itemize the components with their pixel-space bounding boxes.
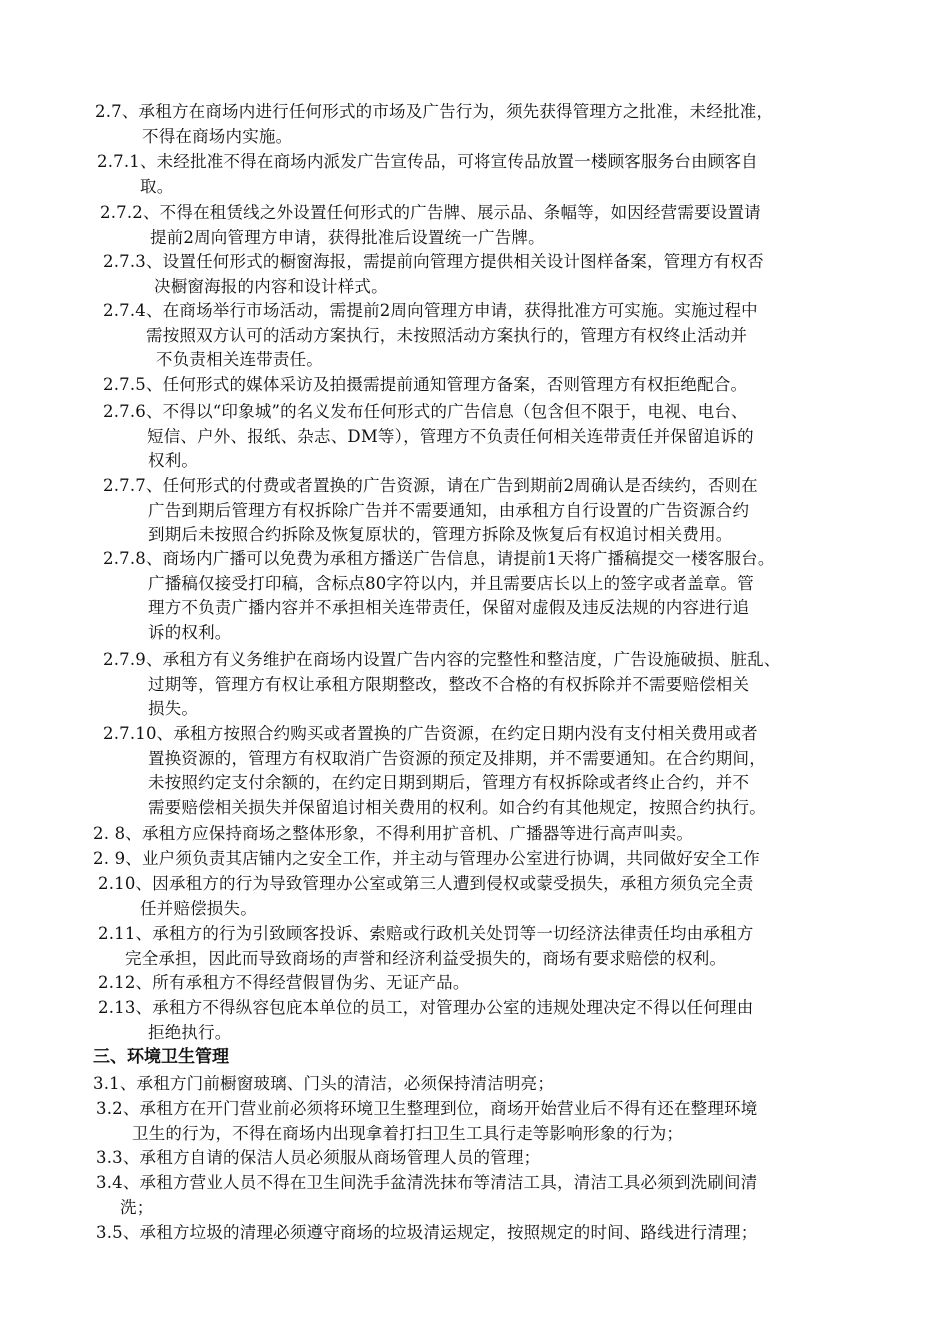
clause-line: 权利。 — [148, 451, 199, 470]
clause-line: 广播稿仅接受打印稿，含标点80字符以内，并且需要店长以上的签字或者盖章。管 — [148, 573, 754, 593]
clause-line: 2.13、承租方不得纵容包庇本单位的员工，对管理办公室的违规处理决定不得以任何理由 — [98, 998, 754, 1017]
clause-2-9 — [93, 847, 760, 872]
clause-line: 3.4、承租方营业人员不得在卫生间洗手盆清洗抹布等清洁工具，清洁工具必须到洗刷间清 — [96, 1173, 758, 1192]
clause-line: 任并赔偿损失。 — [140, 898, 257, 918]
clause-line: 决橱窗海报的内容和设计样式。 — [154, 276, 388, 296]
clause-line: 2.7.5、任何形式的媒体采访及拍摄需提前通知管理方备案，否则管理方有权拒绝配合。 — [103, 375, 748, 394]
clause-3-2 — [96, 1097, 757, 1146]
clause-line: 2.7.1、未经批准不得在商场内派发广告宣传品，可将宣传品放置一楼顾客服务台由顾客自 — [97, 152, 758, 171]
clause-line: 广告到期后管理方有权拆除广告并不需要通知，由承租方自行设置的广告资源合约 — [148, 500, 750, 520]
clause-3-4 — [96, 1171, 757, 1220]
clause-2-7-7 — [103, 474, 758, 548]
clause-line: 2. 9、业户须负责其店铺内之安全工作，并主动与管理办公室进行协调，共同做好安全工作 — [93, 849, 760, 868]
clause-2-7-9 — [103, 648, 781, 722]
clause-line: 卫生的行为，不得在商场内出现拿着打扫卫生工具行走等影响形象的行为； — [132, 1123, 684, 1143]
clause-line: 诉的权利。 — [148, 622, 232, 642]
clause-line: 3.1、承租方门前橱窗玻璃、门头的清洁，必须保持清洁明亮； — [93, 1074, 555, 1093]
clause-2-7-10 — [103, 722, 766, 820]
clause-2-7-3 — [103, 250, 764, 299]
clause-line: 需按照双方认可的活动方案执行，未按照活动方案执行的，管理方有权终止活动并 — [146, 325, 748, 345]
clause-line: 不得在商场内实施。 — [142, 126, 293, 146]
clause-2-7-8 — [103, 547, 775, 645]
clause-line: 不负责相关连带责任。 — [156, 350, 323, 369]
clause-line: 取。 — [140, 176, 174, 196]
section-heading: 三、环境卫生管理 — [93, 1047, 229, 1067]
clause-line: 需要赔偿相关损失并保留追讨相关费用的权利。如合约有其他规定，按照合约执行。 — [148, 797, 766, 817]
clause-2-7-1 — [97, 150, 758, 199]
clause-2-7-6 — [103, 400, 754, 474]
clause-3-1 — [93, 1072, 554, 1097]
clause-line: 理方不负责广播内容并不承担相关连带责任，保留对虚假及违反法规的内容进行追 — [148, 598, 750, 617]
clause-line: 2.7.9、承租方有义务维护在商场内设置广告内容的完整性和整洁度，广告设施破损、脏乱、 — [103, 650, 781, 669]
clause-line: 2.7.10、承租方按照合约购买或者置换的广告资源，在约定日期内没有支付相关费用或者 — [103, 724, 758, 743]
clause-line: 2.10、因承租方的行为导致管理办公室或第三人遭到侵权或蒙受损失，承租方须负完全责 — [98, 874, 754, 893]
clause-line: 2.7.6、不得以“印象城”的名义发布任何形式的广告信息（包含但不限于，电视、电台、 — [103, 402, 748, 421]
clause-line: 2.7.3、设置任何形式的橱窗海报，需提前向管理方提供相关设计图样备案，管理方有权否 — [103, 252, 764, 271]
clause-line: 过期等，管理方有权让承租方限期整改，整改不合格的有权拆除并不需要赔偿相关 — [148, 674, 750, 694]
clause-line: 完全承担，因此而导致商场的声誉和经济利益受损失的，商场有要求赔偿的权利。 — [125, 948, 727, 968]
clause-line: 3.5、承租方垃圾的清理必须遵守商场的垃圾清运规定，按照规定的时间、路线进行清理； — [96, 1223, 758, 1242]
clause-line: 2.7.4、在商场举行市场活动，需提前2周向管理方申请，获得批准方可实施。实施过程中 — [103, 301, 758, 320]
clause-line: 2. 8、承租方应保持商场之整体形象，不得利用扩音机、广播器等进行高声叫卖。 — [93, 824, 694, 843]
clause-2-7-5 — [103, 373, 747, 398]
clause-line: 3.3、承租方自请的保洁人员必须服从商场管理人员的管理； — [96, 1148, 541, 1167]
clause-2-7-2 — [100, 201, 761, 250]
clause-line: 洗； — [120, 1197, 154, 1217]
clause-2-12 — [98, 971, 470, 996]
clause-line: 2.12、所有承租方不得经营假冒伪劣、无证产品。 — [98, 973, 470, 992]
clause-line: 2.7.2、不得在租赁线之外设置任何形式的广告牌、展示品、条幅等，如因经营需要设置请 — [100, 203, 761, 222]
clause-line: 2.11、承租方的行为引致顾客投诉、索赔或行政机关处罚等一切经济法律责任均由承租方 — [98, 924, 754, 943]
clause-3-5 — [96, 1221, 757, 1246]
clause-line: 拒绝执行。 — [148, 1022, 232, 1042]
clause-line: 未按照约定支付余额的，在约定日期到期后，管理方有权拆除或者终止合约，并不 — [148, 773, 750, 792]
clause-line: 2.7.8、商场内广播可以免费为承租方播送广告信息，请提前1天将广播稿提交一楼客服台。 — [103, 549, 775, 568]
clause-2-10 — [98, 872, 753, 921]
clause-2-7 — [95, 100, 773, 149]
clause-line: 提前2周向管理方申请，获得批准后设置统一广告牌。 — [150, 227, 545, 247]
clause-2-7-4 — [103, 299, 758, 373]
clause-3-3 — [96, 1146, 540, 1171]
clause-2-11 — [98, 922, 753, 971]
clause-2-13 — [98, 996, 753, 1045]
clause-line: 2.7.7、任何形式的付费或者置换的广告资源，请在广告到期前2周确认是否续约，否则在 — [103, 476, 758, 495]
clause-line: 3.2、承租方在开门营业前必须将环境卫生整理到位，商场开始营业后不得有还在整理环境 — [96, 1099, 758, 1118]
clause-line: 置换资源的，管理方有权取消广告资源的预定及排期，并不需要通知。在合约期间， — [148, 748, 766, 768]
clause-line: 短信、户外、报纸、杂志、DM等），管理方不负责任何相关连带责任并保留追诉的 — [147, 426, 754, 446]
clause-2-8 — [93, 822, 693, 847]
clause-line: 损失。 — [148, 699, 199, 718]
clause-line: 2.7、承租方在商场内进行任何形式的市场及广告行为，须先获得管理方之批准，未经批准， — [95, 102, 774, 121]
clause-line: 到期后未按照合约拆除及恢复原状的，管理方拆除及恢复后有权追讨相关费用。 — [148, 525, 733, 544]
